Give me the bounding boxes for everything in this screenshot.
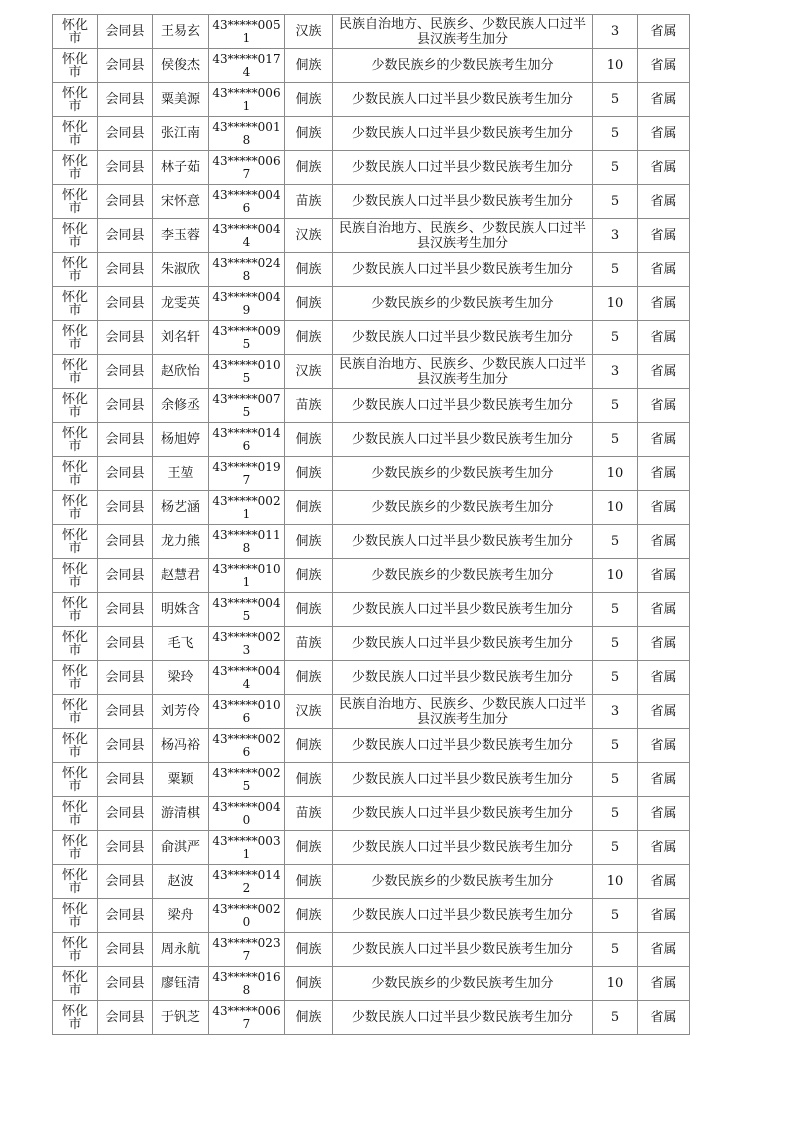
county-cell: 会同县 bbox=[98, 287, 153, 321]
id-number-cell: 43*****009 5 bbox=[209, 321, 285, 355]
bonus-points-cell: 10 bbox=[593, 457, 638, 491]
student-name-cell: 龙雯英 bbox=[153, 287, 209, 321]
bonus-points-cell: 5 bbox=[593, 1001, 638, 1035]
city-cell: 怀化 市 bbox=[53, 729, 98, 763]
ethnicity-cell: 侗族 bbox=[285, 661, 333, 695]
affiliation-cell: 省属 bbox=[638, 933, 690, 967]
table-row bbox=[53, 933, 690, 967]
city-cell: 怀化 市 bbox=[53, 49, 98, 83]
affiliation-cell: 省属 bbox=[638, 661, 690, 695]
student-name-cell: 赵慧君 bbox=[153, 559, 209, 593]
affiliation-cell: 省属 bbox=[638, 49, 690, 83]
bonus-reason-cell: 民族自治地方、民族乡、少数民族人口过半县汉族考生加分 bbox=[333, 355, 593, 389]
affiliation-cell: 省属 bbox=[638, 83, 690, 117]
table-row bbox=[53, 1001, 690, 1035]
ethnicity-cell: 苗族 bbox=[285, 185, 333, 219]
affiliation-cell: 省属 bbox=[638, 763, 690, 797]
bonus-reason-cell: 少数民族人口过半县少数民族考生加分 bbox=[333, 661, 593, 695]
id-number-cell: 43*****004 5 bbox=[209, 593, 285, 627]
county-cell: 会同县 bbox=[98, 423, 153, 457]
bonus-points-cell: 5 bbox=[593, 933, 638, 967]
bonus-reason-cell: 少数民族人口过半县少数民族考生加分 bbox=[333, 627, 593, 661]
bonus-reason-cell: 民族自治地方、民族乡、少数民族人口过半县汉族考生加分 bbox=[333, 695, 593, 729]
county-cell: 会同县 bbox=[98, 15, 153, 49]
student-name-cell: 王易玄 bbox=[153, 15, 209, 49]
bonus-points-cell: 3 bbox=[593, 695, 638, 729]
city-cell: 怀化 市 bbox=[53, 389, 98, 423]
affiliation-cell: 省属 bbox=[638, 219, 690, 253]
id-number-cell: 43*****016 8 bbox=[209, 967, 285, 1001]
bonus-reason-cell: 少数民族乡的少数民族考生加分 bbox=[333, 491, 593, 525]
bonus-reason-cell: 少数民族乡的少数民族考生加分 bbox=[333, 865, 593, 899]
affiliation-cell: 省属 bbox=[638, 797, 690, 831]
bonus-reason-cell: 少数民族人口过半县少数民族考生加分 bbox=[333, 763, 593, 797]
student-name-cell: 赵波 bbox=[153, 865, 209, 899]
city-cell: 怀化 市 bbox=[53, 593, 98, 627]
city-cell: 怀化 市 bbox=[53, 83, 98, 117]
student-name-cell: 粟美源 bbox=[153, 83, 209, 117]
city-cell: 怀化 市 bbox=[53, 117, 98, 151]
student-name-cell: 明姝含 bbox=[153, 593, 209, 627]
bonus-points-cell: 5 bbox=[593, 389, 638, 423]
ethnicity-cell: 侗族 bbox=[285, 593, 333, 627]
bonus-points-cell: 5 bbox=[593, 899, 638, 933]
ethnicity-cell: 汉族 bbox=[285, 15, 333, 49]
ethnicity-cell: 侗族 bbox=[285, 117, 333, 151]
ethnicity-cell: 侗族 bbox=[285, 559, 333, 593]
table-row bbox=[53, 797, 690, 831]
bonus-reason-cell: 少数民族乡的少数民族考生加分 bbox=[333, 967, 593, 1001]
county-cell: 会同县 bbox=[98, 661, 153, 695]
affiliation-cell: 省属 bbox=[638, 253, 690, 287]
ethnicity-cell: 苗族 bbox=[285, 627, 333, 661]
bonus-points-cell: 10 bbox=[593, 491, 638, 525]
bonus-points-cell: 10 bbox=[593, 559, 638, 593]
bonus-reason-cell: 少数民族人口过半县少数民族考生加分 bbox=[333, 117, 593, 151]
bonus-points-cell: 5 bbox=[593, 185, 638, 219]
ethnicity-cell: 侗族 bbox=[285, 729, 333, 763]
affiliation-cell: 省属 bbox=[638, 491, 690, 525]
student-name-cell: 李玉蓉 bbox=[153, 219, 209, 253]
bonus-reason-cell: 少数民族人口过半县少数民族考生加分 bbox=[333, 151, 593, 185]
bonus-points-cell: 5 bbox=[593, 593, 638, 627]
county-cell: 会同县 bbox=[98, 899, 153, 933]
city-cell: 怀化 市 bbox=[53, 355, 98, 389]
county-cell: 会同县 bbox=[98, 457, 153, 491]
county-cell: 会同县 bbox=[98, 355, 153, 389]
bonus-reason-cell: 少数民族乡的少数民族考生加分 bbox=[333, 49, 593, 83]
bonus-reason-cell: 少数民族人口过半县少数民族考生加分 bbox=[333, 933, 593, 967]
city-cell: 怀化 市 bbox=[53, 695, 98, 729]
city-cell: 怀化 市 bbox=[53, 219, 98, 253]
student-name-cell: 杨旭婷 bbox=[153, 423, 209, 457]
bonus-points-cell: 5 bbox=[593, 253, 638, 287]
city-cell: 怀化 市 bbox=[53, 967, 98, 1001]
city-cell: 怀化 市 bbox=[53, 423, 98, 457]
affiliation-cell: 省属 bbox=[638, 559, 690, 593]
id-number-cell: 43*****003 1 bbox=[209, 831, 285, 865]
student-name-cell: 杨艺涵 bbox=[153, 491, 209, 525]
bonus-points-cell: 10 bbox=[593, 865, 638, 899]
table-row bbox=[53, 355, 690, 389]
id-number-cell: 43*****001 8 bbox=[209, 117, 285, 151]
bonus-points-cell: 5 bbox=[593, 423, 638, 457]
table-row bbox=[53, 593, 690, 627]
affiliation-cell: 省属 bbox=[638, 525, 690, 559]
id-number-cell: 43*****024 8 bbox=[209, 253, 285, 287]
ethnicity-cell: 侗族 bbox=[285, 287, 333, 321]
bonus-reason-cell: 少数民族乡的少数民族考生加分 bbox=[333, 287, 593, 321]
bonus-points-cell: 5 bbox=[593, 661, 638, 695]
bonus-points-cell: 3 bbox=[593, 219, 638, 253]
bonus-reason-cell: 少数民族人口过半县少数民族考生加分 bbox=[333, 831, 593, 865]
affiliation-cell: 省属 bbox=[638, 287, 690, 321]
affiliation-cell: 省属 bbox=[638, 15, 690, 49]
county-cell: 会同县 bbox=[98, 83, 153, 117]
bonus-reason-cell: 少数民族人口过半县少数民族考生加分 bbox=[333, 185, 593, 219]
affiliation-cell: 省属 bbox=[638, 321, 690, 355]
bonus-reason-cell: 少数民族人口过半县少数民族考生加分 bbox=[333, 253, 593, 287]
city-cell: 怀化 市 bbox=[53, 1001, 98, 1035]
county-cell: 会同县 bbox=[98, 967, 153, 1001]
city-cell: 怀化 市 bbox=[53, 627, 98, 661]
student-name-cell: 俞淇严 bbox=[153, 831, 209, 865]
county-cell: 会同县 bbox=[98, 559, 153, 593]
table-row bbox=[53, 559, 690, 593]
table-row bbox=[53, 899, 690, 933]
county-cell: 会同县 bbox=[98, 253, 153, 287]
county-cell: 会同县 bbox=[98, 185, 153, 219]
bonus-reason-cell: 民族自治地方、民族乡、少数民族人口过半县汉族考生加分 bbox=[333, 219, 593, 253]
table-row bbox=[53, 185, 690, 219]
bonus-points-cell: 10 bbox=[593, 287, 638, 321]
student-name-cell: 梁舟 bbox=[153, 899, 209, 933]
county-cell: 会同县 bbox=[98, 933, 153, 967]
ethnicity-cell: 汉族 bbox=[285, 355, 333, 389]
bonus-reason-cell: 少数民族人口过半县少数民族考生加分 bbox=[333, 389, 593, 423]
bonus-reason-cell: 少数民族人口过半县少数民族考生加分 bbox=[333, 1001, 593, 1035]
ethnicity-cell: 侗族 bbox=[285, 491, 333, 525]
id-number-cell: 43*****002 3 bbox=[209, 627, 285, 661]
affiliation-cell: 省属 bbox=[638, 151, 690, 185]
ethnicity-cell: 侗族 bbox=[285, 83, 333, 117]
table-row bbox=[53, 525, 690, 559]
id-number-cell: 43*****004 4 bbox=[209, 661, 285, 695]
county-cell: 会同县 bbox=[98, 627, 153, 661]
bonus-reason-cell: 少数民族人口过半县少数民族考生加分 bbox=[333, 423, 593, 457]
bonus-points-table bbox=[52, 14, 690, 1035]
student-name-cell: 宋怀意 bbox=[153, 185, 209, 219]
ethnicity-cell: 侗族 bbox=[285, 525, 333, 559]
table-row bbox=[53, 695, 690, 729]
bonus-points-cell: 5 bbox=[593, 83, 638, 117]
county-cell: 会同县 bbox=[98, 695, 153, 729]
bonus-reason-cell: 少数民族乡的少数民族考生加分 bbox=[333, 457, 593, 491]
ethnicity-cell: 侗族 bbox=[285, 899, 333, 933]
county-cell: 会同县 bbox=[98, 729, 153, 763]
table-body bbox=[53, 15, 690, 1035]
table-row bbox=[53, 831, 690, 865]
bonus-reason-cell: 少数民族人口过半县少数民族考生加分 bbox=[333, 83, 593, 117]
bonus-points-cell: 10 bbox=[593, 967, 638, 1001]
city-cell: 怀化 市 bbox=[53, 287, 98, 321]
affiliation-cell: 省属 bbox=[638, 695, 690, 729]
student-name-cell: 梁玲 bbox=[153, 661, 209, 695]
city-cell: 怀化 市 bbox=[53, 525, 98, 559]
ethnicity-cell: 侗族 bbox=[285, 253, 333, 287]
ethnicity-cell: 侗族 bbox=[285, 1001, 333, 1035]
affiliation-cell: 省属 bbox=[638, 899, 690, 933]
id-number-cell: 43*****005 1 bbox=[209, 15, 285, 49]
ethnicity-cell: 侗族 bbox=[285, 321, 333, 355]
bonus-points-cell: 3 bbox=[593, 355, 638, 389]
ethnicity-cell: 苗族 bbox=[285, 797, 333, 831]
id-number-cell: 43*****004 4 bbox=[209, 219, 285, 253]
affiliation-cell: 省属 bbox=[638, 457, 690, 491]
county-cell: 会同县 bbox=[98, 763, 153, 797]
bonus-points-cell: 5 bbox=[593, 763, 638, 797]
county-cell: 会同县 bbox=[98, 389, 153, 423]
table-row bbox=[53, 967, 690, 1001]
id-number-cell: 43*****023 7 bbox=[209, 933, 285, 967]
id-number-cell: 43*****019 7 bbox=[209, 457, 285, 491]
student-name-cell: 侯俊杰 bbox=[153, 49, 209, 83]
table-row bbox=[53, 661, 690, 695]
county-cell: 会同县 bbox=[98, 593, 153, 627]
student-name-cell: 林子茹 bbox=[153, 151, 209, 185]
id-number-cell: 43*****010 5 bbox=[209, 355, 285, 389]
bonus-points-cell: 5 bbox=[593, 151, 638, 185]
affiliation-cell: 省属 bbox=[638, 967, 690, 1001]
ethnicity-cell: 侗族 bbox=[285, 457, 333, 491]
bonus-reason-cell: 少数民族人口过半县少数民族考生加分 bbox=[333, 797, 593, 831]
table-row bbox=[53, 423, 690, 457]
id-number-cell: 43*****014 2 bbox=[209, 865, 285, 899]
affiliation-cell: 省属 bbox=[638, 831, 690, 865]
county-cell: 会同县 bbox=[98, 117, 153, 151]
table-row bbox=[53, 321, 690, 355]
city-cell: 怀化 市 bbox=[53, 491, 98, 525]
bonus-points-cell: 5 bbox=[593, 797, 638, 831]
bonus-reason-cell: 少数民族人口过半县少数民族考生加分 bbox=[333, 729, 593, 763]
bonus-reason-cell: 少数民族乡的少数民族考生加分 bbox=[333, 559, 593, 593]
ethnicity-cell: 汉族 bbox=[285, 219, 333, 253]
table-row bbox=[53, 627, 690, 661]
ethnicity-cell: 侗族 bbox=[285, 151, 333, 185]
county-cell: 会同县 bbox=[98, 321, 153, 355]
student-name-cell: 游清棋 bbox=[153, 797, 209, 831]
table-row bbox=[53, 729, 690, 763]
bonus-points-cell: 5 bbox=[593, 321, 638, 355]
city-cell: 怀化 市 bbox=[53, 185, 98, 219]
affiliation-cell: 省属 bbox=[638, 593, 690, 627]
id-number-cell: 43*****011 8 bbox=[209, 525, 285, 559]
bonus-reason-cell: 少数民族人口过半县少数民族考生加分 bbox=[333, 321, 593, 355]
ethnicity-cell: 侗族 bbox=[285, 933, 333, 967]
student-name-cell: 王堃 bbox=[153, 457, 209, 491]
city-cell: 怀化 市 bbox=[53, 151, 98, 185]
table-row bbox=[53, 763, 690, 797]
county-cell: 会同县 bbox=[98, 1001, 153, 1035]
id-number-cell: 43*****006 7 bbox=[209, 1001, 285, 1035]
bonus-points-cell: 5 bbox=[593, 831, 638, 865]
id-number-cell: 43*****006 7 bbox=[209, 151, 285, 185]
id-number-cell: 43*****010 1 bbox=[209, 559, 285, 593]
ethnicity-cell: 侗族 bbox=[285, 865, 333, 899]
affiliation-cell: 省属 bbox=[638, 729, 690, 763]
county-cell: 会同县 bbox=[98, 865, 153, 899]
bonus-reason-cell: 民族自治地方、民族乡、少数民族人口过半县汉族考生加分 bbox=[333, 15, 593, 49]
student-name-cell: 廖钰清 bbox=[153, 967, 209, 1001]
bonus-reason-cell: 少数民族人口过半县少数民族考生加分 bbox=[333, 899, 593, 933]
bonus-points-cell: 3 bbox=[593, 15, 638, 49]
id-number-cell: 43*****017 4 bbox=[209, 49, 285, 83]
affiliation-cell: 省属 bbox=[638, 185, 690, 219]
city-cell: 怀化 市 bbox=[53, 899, 98, 933]
affiliation-cell: 省属 bbox=[638, 865, 690, 899]
county-cell: 会同县 bbox=[98, 219, 153, 253]
table-row bbox=[53, 865, 690, 899]
table-row bbox=[53, 389, 690, 423]
affiliation-cell: 省属 bbox=[638, 1001, 690, 1035]
city-cell: 怀化 市 bbox=[53, 15, 98, 49]
ethnicity-cell: 侗族 bbox=[285, 831, 333, 865]
bonus-points-cell: 5 bbox=[593, 117, 638, 151]
city-cell: 怀化 市 bbox=[53, 865, 98, 899]
city-cell: 怀化 市 bbox=[53, 457, 98, 491]
student-name-cell: 刘芳伶 bbox=[153, 695, 209, 729]
city-cell: 怀化 市 bbox=[53, 831, 98, 865]
id-number-cell: 43*****002 1 bbox=[209, 491, 285, 525]
county-cell: 会同县 bbox=[98, 491, 153, 525]
id-number-cell: 43*****004 9 bbox=[209, 287, 285, 321]
affiliation-cell: 省属 bbox=[638, 423, 690, 457]
id-number-cell: 43*****002 5 bbox=[209, 763, 285, 797]
table-row bbox=[53, 83, 690, 117]
bonus-points-cell: 5 bbox=[593, 525, 638, 559]
affiliation-cell: 省属 bbox=[638, 355, 690, 389]
city-cell: 怀化 市 bbox=[53, 661, 98, 695]
id-number-cell: 43*****007 5 bbox=[209, 389, 285, 423]
ethnicity-cell: 侗族 bbox=[285, 763, 333, 797]
county-cell: 会同县 bbox=[98, 49, 153, 83]
bonus-points-cell: 10 bbox=[593, 49, 638, 83]
city-cell: 怀化 市 bbox=[53, 559, 98, 593]
student-name-cell: 余修丞 bbox=[153, 389, 209, 423]
county-cell: 会同县 bbox=[98, 797, 153, 831]
id-number-cell: 43*****010 6 bbox=[209, 695, 285, 729]
id-number-cell: 43*****002 0 bbox=[209, 899, 285, 933]
table-row bbox=[53, 151, 690, 185]
table-row bbox=[53, 117, 690, 151]
city-cell: 怀化 市 bbox=[53, 797, 98, 831]
county-cell: 会同县 bbox=[98, 831, 153, 865]
id-number-cell: 43*****014 6 bbox=[209, 423, 285, 457]
id-number-cell: 43*****004 6 bbox=[209, 185, 285, 219]
affiliation-cell: 省属 bbox=[638, 117, 690, 151]
county-cell: 会同县 bbox=[98, 151, 153, 185]
city-cell: 怀化 市 bbox=[53, 253, 98, 287]
ethnicity-cell: 侗族 bbox=[285, 423, 333, 457]
student-name-cell: 于钒芝 bbox=[153, 1001, 209, 1035]
ethnicity-cell: 侗族 bbox=[285, 967, 333, 1001]
ethnicity-cell: 汉族 bbox=[285, 695, 333, 729]
city-cell: 怀化 市 bbox=[53, 763, 98, 797]
student-name-cell: 周永航 bbox=[153, 933, 209, 967]
affiliation-cell: 省属 bbox=[638, 627, 690, 661]
student-name-cell: 杨冯裕 bbox=[153, 729, 209, 763]
student-name-cell: 朱淑欣 bbox=[153, 253, 209, 287]
table-row bbox=[53, 219, 690, 253]
table-row bbox=[53, 49, 690, 83]
bonus-points-cell: 5 bbox=[593, 729, 638, 763]
county-cell: 会同县 bbox=[98, 525, 153, 559]
city-cell: 怀化 市 bbox=[53, 321, 98, 355]
student-name-cell: 粟颖 bbox=[153, 763, 209, 797]
table-row bbox=[53, 287, 690, 321]
table-row bbox=[53, 491, 690, 525]
table-row bbox=[53, 15, 690, 49]
table-row bbox=[53, 253, 690, 287]
table-row bbox=[53, 457, 690, 491]
student-name-cell: 毛飞 bbox=[153, 627, 209, 661]
affiliation-cell: 省属 bbox=[638, 389, 690, 423]
id-number-cell: 43*****002 6 bbox=[209, 729, 285, 763]
bonus-reason-cell: 少数民族人口过半县少数民族考生加分 bbox=[333, 593, 593, 627]
bonus-reason-cell: 少数民族人口过半县少数民族考生加分 bbox=[333, 525, 593, 559]
student-name-cell: 刘名轩 bbox=[153, 321, 209, 355]
ethnicity-cell: 侗族 bbox=[285, 49, 333, 83]
bonus-points-cell: 5 bbox=[593, 627, 638, 661]
ethnicity-cell: 苗族 bbox=[285, 389, 333, 423]
student-name-cell: 赵欣怡 bbox=[153, 355, 209, 389]
id-number-cell: 43*****006 1 bbox=[209, 83, 285, 117]
id-number-cell: 43*****004 0 bbox=[209, 797, 285, 831]
student-name-cell: 张江南 bbox=[153, 117, 209, 151]
city-cell: 怀化 市 bbox=[53, 933, 98, 967]
student-name-cell: 龙力熊 bbox=[153, 525, 209, 559]
